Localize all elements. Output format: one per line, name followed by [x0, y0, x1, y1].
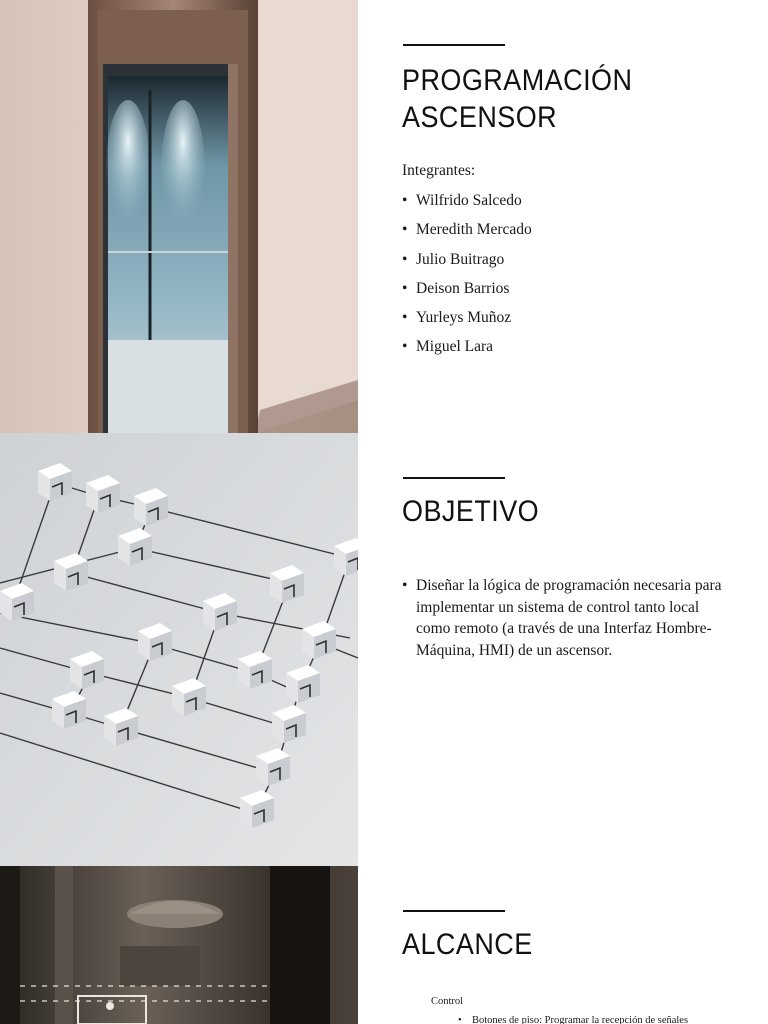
list-item: • Julio Buitrago: [402, 249, 532, 278]
elevator-photo: [0, 0, 358, 433]
cubes-network-image: [0, 433, 358, 866]
alcance-text-panel: [358, 866, 768, 1024]
list-item: • Deison Barrios: [402, 278, 532, 307]
slide-title: [0, 0, 768, 433]
section-rule: [403, 477, 505, 479]
members-label: Integrantes:: [402, 162, 476, 179]
list-item: • Wilfrido Salcedo: [402, 190, 532, 219]
list-item: • Diseñar la lógica de programación necesaria para implementar un sistema de control tanto local como remoto (a través de una Interfaz Hombre-Máquina, HMI) de un ascensor.: [402, 575, 732, 661]
interior-photo: [0, 866, 358, 1024]
title-rule: [403, 44, 505, 46]
list-item: • Meredith Mercado: [402, 219, 532, 248]
title-line-2: ASCENSOR: [402, 101, 558, 134]
title-line-1: PROGRAMACIÓN: [402, 64, 633, 97]
section-rule: [403, 910, 505, 912]
list-item: • Miguel Lara: [402, 336, 532, 365]
title-text-panel: [358, 0, 768, 433]
list-item: • Yurleys Muñoz: [402, 307, 532, 336]
members-list: [402, 190, 532, 366]
section-title: OBJETIVO: [402, 495, 540, 528]
objetivo-text-panel: [358, 433, 768, 866]
objetivo-list: [402, 575, 732, 661]
control-label: Control: [431, 996, 464, 1007]
slide-alcance: [0, 866, 768, 1024]
section-title: ALCANCE: [402, 928, 533, 961]
page-title: [402, 62, 632, 136]
control-list: [458, 1014, 758, 1024]
slide-objetivo: [0, 433, 768, 866]
list-item: • Botones de piso: Programar la recepción de señales: [458, 1014, 758, 1024]
